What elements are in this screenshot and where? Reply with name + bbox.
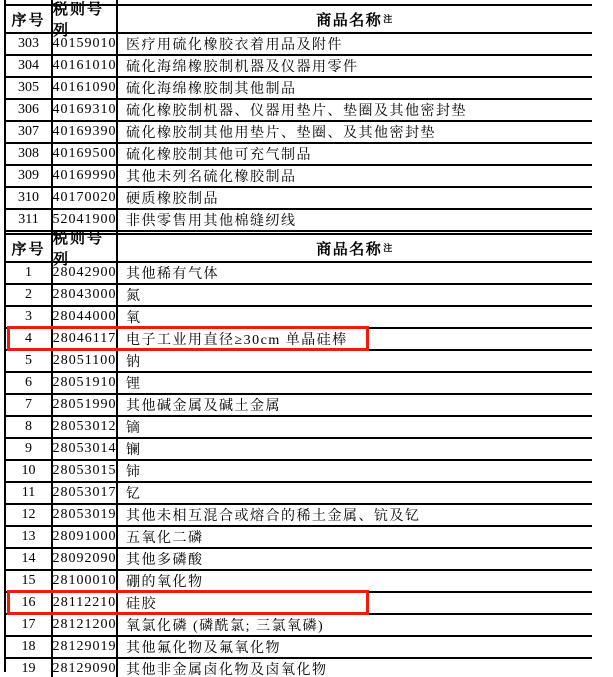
crop-line-fragment xyxy=(116,226,118,233)
row-serial-number: 304 xyxy=(6,56,53,76)
row-serial-number: 308 xyxy=(6,144,53,164)
row-tariff-code: 40169390 xyxy=(53,122,118,142)
row-commodity-name: 电子工业用直径≥30cm 单晶硅棒 xyxy=(126,333,348,348)
table-row xyxy=(6,439,592,461)
row-commodity-name: 其他碱金属及碱土金属 xyxy=(126,399,281,414)
row-commodity-name: 非供零售用其他棉缝纫线 xyxy=(126,214,297,229)
table-row xyxy=(6,34,592,56)
row-tariff-code: 28053014 xyxy=(53,439,118,459)
row-tariff-code: 28121200 xyxy=(53,615,118,635)
row-tariff-code: 28092090 xyxy=(53,549,118,569)
row-tariff-code: 40169310 xyxy=(53,100,118,120)
table-row xyxy=(6,417,592,439)
row-commodity-name: 硫化橡胶制其他可充气制品 xyxy=(126,148,312,163)
table-row xyxy=(6,593,592,615)
row-tariff-code: 28043000 xyxy=(53,285,118,305)
row-commodity-name: 硫化橡胶制机器、仪器用垫片、垫圈及其他密封垫 xyxy=(126,104,467,119)
row-tariff-code: 40170020 xyxy=(53,188,118,208)
row-tariff-code: 28053017 xyxy=(53,483,118,503)
row-serial-number: 307 xyxy=(6,122,53,142)
table-body xyxy=(6,34,592,232)
crop-line-fragment xyxy=(4,226,6,233)
row-serial-number: 17 xyxy=(6,615,53,635)
row-serial-number: 303 xyxy=(6,34,53,54)
header-code: 税则号列 xyxy=(53,6,118,32)
row-commodity-name: 铈 xyxy=(126,465,142,480)
row-commodity-name: 硫化海绵橡胶制机器及仪器用零件 xyxy=(126,60,359,75)
table-row xyxy=(6,615,592,637)
row-commodity-name: 氧 xyxy=(126,311,142,326)
table-row xyxy=(6,461,592,483)
table-row xyxy=(6,659,592,677)
table-row xyxy=(6,549,592,571)
row-serial-number: 311 xyxy=(6,210,53,230)
row-serial-number: 2 xyxy=(6,285,53,305)
row-tariff-code: 28091000 xyxy=(53,527,118,547)
row-serial-number: 10 xyxy=(6,461,53,481)
row-commodity-name: 氮 xyxy=(126,289,142,304)
row-commodity-name: 硫化海绵橡胶制其他制品 xyxy=(126,82,297,97)
row-commodity-name: 镧 xyxy=(126,443,142,458)
tariff-table-top xyxy=(4,2,592,229)
row-serial-number: 18 xyxy=(6,637,53,657)
row-commodity-name: 医疗用硫化橡胶衣着用品及附件 xyxy=(126,38,343,53)
row-tariff-code: 40169990 xyxy=(53,166,118,186)
row-tariff-code: 28046117 xyxy=(53,329,118,349)
row-tariff-code: 28129090 xyxy=(53,659,118,677)
row-commodity-name: 硅胶 xyxy=(126,597,157,612)
row-serial-number: 6 xyxy=(6,373,53,393)
row-serial-number: 310 xyxy=(6,188,53,208)
row-commodity-name: 镝 xyxy=(126,421,142,436)
table-row xyxy=(6,329,592,351)
row-serial-number: 5 xyxy=(6,351,53,371)
row-commodity-name: 钠 xyxy=(126,355,142,370)
row-serial-number: 12 xyxy=(6,505,53,525)
table-row xyxy=(6,100,592,122)
row-commodity-name: 锂 xyxy=(126,377,142,392)
row-tariff-code: 40159010 xyxy=(53,34,118,54)
row-tariff-code: 40161010 xyxy=(53,56,118,76)
row-commodity-name: 其他未相互混合或熔合的稀土金属、钪及钇 xyxy=(126,509,421,524)
tariff-table-bottom xyxy=(4,231,592,677)
row-serial-number: 15 xyxy=(6,571,53,591)
row-commodity-name: 其他稀有气体 xyxy=(126,267,219,282)
header-code: 税则号列 xyxy=(53,235,118,261)
table-header-row xyxy=(6,231,592,268)
row-serial-number: 14 xyxy=(6,549,53,569)
table-row xyxy=(6,263,592,285)
table-row xyxy=(6,307,592,329)
row-serial-number: 16 xyxy=(6,593,53,613)
row-serial-number: 11 xyxy=(6,483,53,503)
row-commodity-name: 钇 xyxy=(126,487,142,502)
table-row xyxy=(6,188,592,210)
row-tariff-code: 28100010 xyxy=(53,571,118,591)
table-row xyxy=(6,395,592,417)
row-serial-number: 9 xyxy=(6,439,53,459)
table-row xyxy=(6,144,592,166)
row-tariff-code: 28051910 xyxy=(53,373,118,393)
row-serial-number: 19 xyxy=(6,659,53,677)
table-header-row xyxy=(6,2,592,39)
row-commodity-name: 硬质橡胶制品 xyxy=(126,192,219,207)
row-serial-number: 8 xyxy=(6,417,53,437)
table-body xyxy=(6,263,592,677)
row-commodity-name: 其他非金属卤化物及卤氧化物 xyxy=(126,663,328,677)
table-row xyxy=(6,166,592,188)
row-commodity-name: 硼的氧化物 xyxy=(126,575,204,590)
row-tariff-code: 28053015 xyxy=(53,461,118,481)
row-tariff-code: 28112210 xyxy=(53,593,118,613)
row-commodity-name: 其他氟化物及氟氧化物 xyxy=(126,641,281,656)
table-row xyxy=(6,571,592,593)
table-row xyxy=(6,483,592,505)
row-tariff-code: 28044000 xyxy=(53,307,118,327)
row-serial-number: 305 xyxy=(6,78,53,98)
row-tariff-code: 28129019 xyxy=(53,637,118,657)
row-commodity-name: 五氧化二磷 xyxy=(126,531,204,546)
row-tariff-code: 40169500 xyxy=(53,144,118,164)
row-serial-number: 13 xyxy=(6,527,53,547)
row-tariff-code: 28051100 xyxy=(53,351,118,371)
row-tariff-code: 28053012 xyxy=(53,417,118,437)
table-row xyxy=(6,527,592,549)
row-serial-number: 4 xyxy=(6,329,53,349)
row-commodity-name: 其他多磷酸 xyxy=(126,553,204,568)
header-name: 商品名称 注 xyxy=(316,241,394,258)
row-commodity-name: 其他未列名硫化橡胶制品 xyxy=(126,170,297,185)
header-no: 序号 xyxy=(6,6,53,32)
row-tariff-code: 28053019 xyxy=(53,505,118,525)
table-row xyxy=(6,78,592,100)
table-row xyxy=(6,505,592,527)
table-row xyxy=(6,285,592,307)
header-name: 商品名称 注 xyxy=(316,12,394,29)
row-serial-number: 309 xyxy=(6,166,53,186)
table-row xyxy=(6,351,592,373)
row-serial-number: 306 xyxy=(6,100,53,120)
table-row xyxy=(6,373,592,395)
row-tariff-code: 40161090 xyxy=(53,78,118,98)
header-no: 序号 xyxy=(6,235,53,261)
table-row xyxy=(6,637,592,659)
table-row xyxy=(6,122,592,144)
row-commodity-name: 氧氯化磷 (磷酰氯; 三氯氧磷) xyxy=(126,619,325,634)
row-serial-number: 7 xyxy=(6,395,53,415)
row-serial-number: 3 xyxy=(6,307,53,327)
table-row xyxy=(6,56,592,78)
row-tariff-code: 28042900 xyxy=(53,263,118,283)
row-commodity-name: 硫化橡胶制其他用垫片、垫圈、及其他密封垫 xyxy=(126,126,436,141)
row-serial-number: 1 xyxy=(6,263,53,283)
row-tariff-code: 52041900 xyxy=(53,210,118,230)
row-tariff-code: 28051990 xyxy=(53,395,118,415)
